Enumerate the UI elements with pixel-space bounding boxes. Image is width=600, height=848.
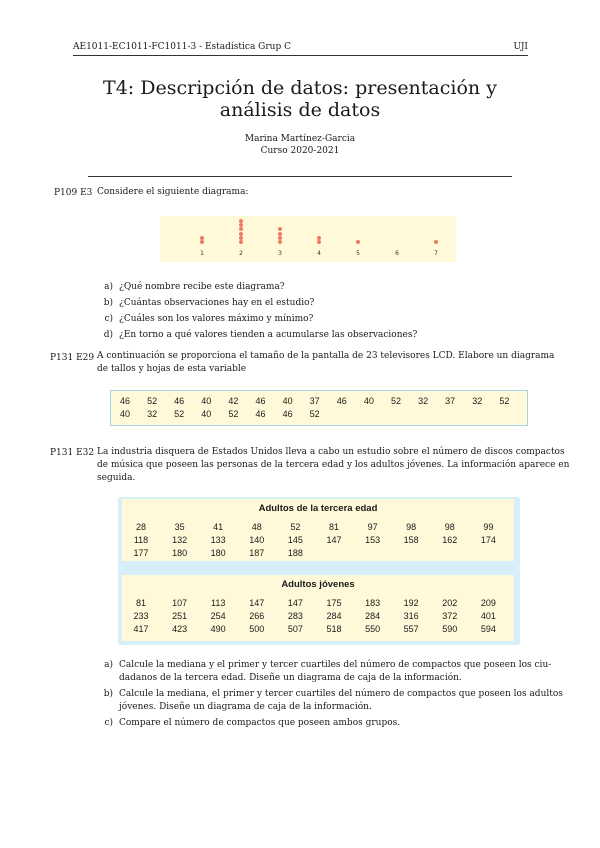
tick-label: 3 [278,250,282,257]
dot-point [317,240,321,244]
tv-sizes-box [110,390,528,426]
table-cell: 40 [201,396,212,406]
list-item [97,329,417,342]
dot-point [200,240,204,244]
table-cell: 140 [249,535,265,545]
list-item [97,717,400,730]
table-cell: 594 [480,624,496,634]
table-cell: 52 [390,396,401,406]
dot-point [278,240,282,244]
tick-label: 5 [356,250,360,257]
table-cell: 52 [228,409,239,419]
item-text [119,659,551,685]
list-item [97,659,551,685]
table-cell: 147 [326,535,342,545]
exercise-label: P131 E32 [50,448,95,458]
dot-point [356,240,360,244]
table-cell: 284 [326,611,342,621]
tick-label: 6 [395,250,399,257]
exercise-label: P109 E3 [54,188,93,198]
dot-point [239,240,243,244]
table-cell: 174 [480,535,496,545]
dot-point [434,240,438,244]
table-cell: 162 [442,535,458,545]
dot-point [278,227,282,231]
list-item [97,313,313,326]
table-cell: 35 [174,522,185,532]
table-group-title: Adultos jóvenes [281,579,355,590]
table-cell: 97 [367,522,378,532]
table-cell: 153 [365,535,381,545]
table-cell: 132 [172,535,188,545]
table-cell: 266 [249,611,265,621]
table-cell: 81 [328,522,339,532]
item-text: ¿Cuáles son los valores máximo y mínimo? [119,314,314,324]
running-header-left: AE1011-EC1011-FC1011-3 - Estadística Grup C [73,42,291,52]
course: Curso 2020-2021 [260,146,340,156]
table-group-title: Adultos de la tercera edad [258,503,378,514]
table-cell: 158 [403,535,419,545]
table-cell: 40 [201,409,212,419]
table-cell: 32 [147,409,158,419]
dot-point [200,236,204,240]
item-text [119,688,563,714]
tick-label: 1 [200,250,204,257]
table-cell: 507 [287,624,303,634]
list-item [97,297,314,310]
table-cell: 46 [255,409,266,419]
tick-label: 2 [239,250,243,257]
table-cell: 251 [172,611,188,621]
tick-label: 7 [434,250,438,257]
table-cell: 233 [133,611,149,621]
exercise-text [97,446,569,485]
text-line: de música que poseen las personas de la tercera edad y los adultos jóvenes. La información aparece en [97,460,570,470]
text-line: de tallos y hojas de esta variable [97,364,247,374]
table-cell: 40 [282,396,293,406]
table-cell: 41 [213,522,224,532]
table-cell: 40 [363,396,374,406]
item-line: dadanos de la tercera edad. Diseñe un diagrama de caja de la información. [119,673,462,683]
table-cell: 81 [135,598,146,608]
item-text: ¿Cuántas observaciones hay en el estudio? [119,298,315,308]
page-title: T4: Descripción de datos: presentación y análisis de datos [103,77,497,121]
table-cell: 37 [445,396,456,406]
item-line: Calcule la mediana y el primer y tercer cuartiles del número de compactos que poseen los ciu- [119,660,552,670]
list-item [97,281,285,294]
table-cell: 518 [326,624,342,634]
table-cell: 32 [418,396,429,406]
table-cell: 37 [309,396,320,406]
item-text: ¿Qué nombre recibe este diagrama? [119,282,285,292]
exercise-text: Considere el siguiente diagrama: [97,187,249,197]
table-cell: 254 [210,611,226,621]
table-cell: 107 [172,598,188,608]
table-cell: 118 [133,535,149,545]
table-cell: 180 [210,548,226,558]
table-cell: 192 [403,598,419,608]
table-cell: 187 [249,548,265,558]
exercise-label: P131 E29 [50,353,95,363]
text-line: A continuación se proporciona el tamaño de la pantalla de 23 televisores LCD. Elabore un diagrama [97,351,555,361]
item-marker: b) [103,298,113,308]
item-text: Compare el número de compactos que poseen ambos grupos. [119,718,401,728]
table-cell: 550 [365,624,381,634]
item-line: jóvenes. Diseñe un diagrama de caja de la información. [119,702,372,712]
table-cell: 202 [442,598,458,608]
table-cell: 145 [287,535,303,545]
table-cell: 316 [403,611,419,621]
table-cell: 147 [287,598,303,608]
author: Marina Martínez-Garcia [244,134,356,144]
item-marker: c) [104,314,113,324]
table-cell: 42 [228,396,239,406]
exercise-text [97,350,554,376]
table-cell: 32 [472,396,483,406]
title-rule [88,176,512,177]
item-marker: a) [104,660,113,670]
dot-point [239,232,243,236]
item-marker: a) [104,282,113,292]
dot-point [317,236,321,240]
dot-point [239,236,243,240]
table-cell: 423 [172,624,188,634]
table-cell: 46 [255,396,266,406]
table-cell: 180 [172,548,188,558]
item-line: Calcule la mediana, el primer y tercer cuartiles del número de compactos que poseen los adultos [119,689,563,699]
table-cell: 98 [444,522,455,532]
table-cell: 557 [403,624,419,634]
table-cell: 500 [249,624,265,634]
table-cell: 147 [249,598,265,608]
table-cell: 52 [174,409,185,419]
table-cell: 113 [211,598,226,608]
item-marker: b) [103,689,113,699]
tick-label: 4 [317,250,321,257]
table-cell: 590 [442,624,458,634]
text-line: seguida. [97,473,136,483]
table-cell: 284 [365,611,381,621]
table-cell: 46 [119,396,130,406]
table-cell: 183 [365,598,381,608]
table-cell: 401 [480,611,496,621]
item-text: ¿En torno a qué valores tienden a acumularse las observaciones? [119,330,418,340]
table-cell: 52 [290,522,301,532]
table-cell: 46 [282,409,293,419]
dot-point [278,232,282,236]
table-cell: 98 [406,522,417,532]
dot-point [278,236,282,240]
table-cell: 28 [135,522,146,532]
table-cell: 283 [287,611,303,621]
header-rule [73,55,528,56]
running-header-right: UJI [513,42,528,52]
table-cell: 175 [326,598,342,608]
table-panel-young [122,575,514,641]
table-cell: 52 [309,409,320,419]
table-cell: 99 [483,522,494,532]
table-cell: 52 [147,396,158,406]
dot-plot [160,216,456,262]
dot-point [239,227,243,231]
table-cell: 40 [119,409,130,419]
table-cell: 52 [499,396,510,406]
table-cell: 209 [480,598,496,608]
table-panel-senior [122,499,514,561]
text-line: La industria disquera de Estados Unidos lleva a cabo un estudio sobre el número de discos compactos [97,447,565,457]
table-cell: 372 [442,611,458,621]
item-marker: c) [104,718,113,728]
dot-point [239,219,243,223]
table-cell: 490 [210,624,226,634]
item-marker: d) [103,330,113,340]
list-item [97,688,563,714]
table-cell: 133 [210,535,226,545]
cd-table [118,497,520,645]
table-cell: 48 [251,522,262,532]
table-cell: 46 [336,396,347,406]
table-cell: 46 [174,396,185,406]
table-cell: 177 [133,548,149,558]
table-cell: 417 [133,624,149,634]
table-cell: 188 [287,548,303,558]
